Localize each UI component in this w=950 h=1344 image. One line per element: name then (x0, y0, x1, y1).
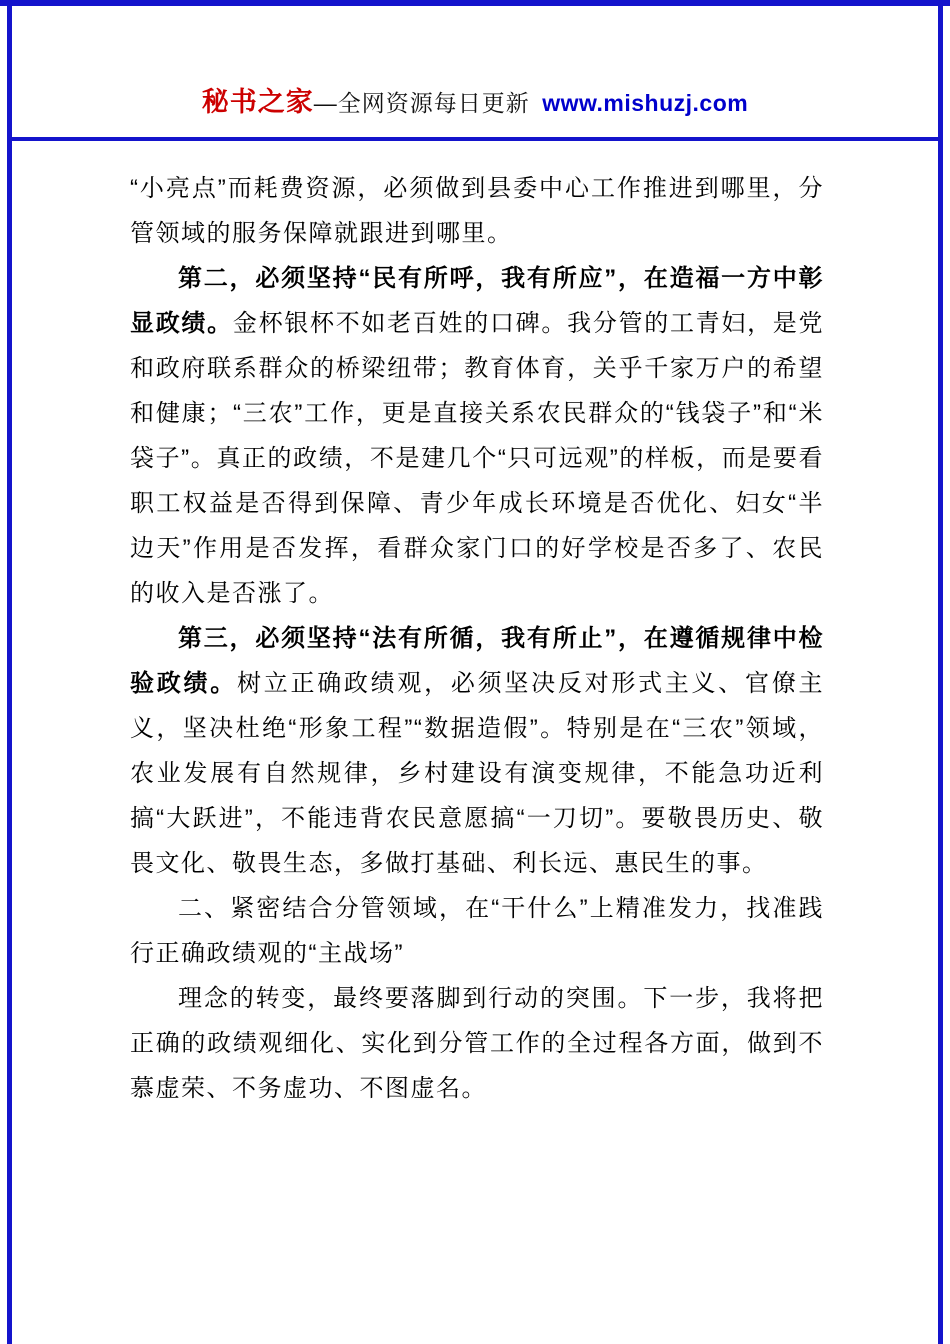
paragraph (130, 256, 824, 616)
bold-text-run: 第二，必须坚持“民有所呼，我有所应”，在造福一方中彰显政绩。 (130, 265, 824, 337)
paragraph (130, 976, 824, 1111)
paragraph (130, 616, 824, 886)
text-run: 二、紧密结合分管领域，在“干什么”上精准发力，找准践行正确政绩观的“主战场” (130, 895, 824, 967)
page-border-left (7, 0, 12, 1344)
site-name: 秘书之家 (201, 87, 314, 117)
page-border-top (0, 0, 950, 6)
site-header (20, 84, 930, 125)
text-run: 理念的转变，最终要落脚到行动的突围。下一步，我将把正确的政绩观细化、实化到分管工作的全过程各方面，做到不慕虚荣、不务虚功、不图虚名。 (130, 985, 824, 1102)
site-url-link[interactable]: www.mishuzj.com (542, 90, 749, 116)
document-body (130, 166, 824, 1111)
paragraph (130, 166, 824, 256)
bold-text-run: 第三，必须坚持“法有所循，我有所止”，在遵循规律中检验政绩。 (130, 625, 824, 697)
text-run: 金杯银杯不如老百姓的口碑。我分管的工青妇，是党和政府联系群众的桥梁纽带；教育体育，关乎千家万户的希望和健康；“三农”工作，更是直接关系农民群众的“钱袋子”和“米袋子”。真正的政绩，不是建几个“只可远观”的样板，而是要看职工权益是否得到保障、青少年成长环境是否优化、妇女“半边天”作用是否发挥，看群众家门口的好学校是否多了、农民的收入是否涨了。 (130, 310, 825, 607)
paragraph (130, 886, 824, 976)
page-border-right (938, 0, 943, 1344)
header-divider (12, 137, 938, 141)
site-tagline: —全网资源每日更新 (313, 90, 530, 116)
text-run: 树立正确政绩观，必须坚决反对形式主义、官僚主义，坚决杜绝“形象工程”“数据造假”。特别是在“三农”领域，农业发展有自然规律，乡村建设有演变规律，不能急功近利搞“大跃进”，不能违背农民意愿搞“一刀切”。要敬畏历史、敬畏文化、敬畏生态，多做打基础、利长远、惠民生的事。 (130, 670, 825, 877)
text-run: “小亮点”而耗费资源，必须做到县委中心工作推进到哪里，分管领域的服务保障就跟进到哪里。 (130, 175, 824, 247)
